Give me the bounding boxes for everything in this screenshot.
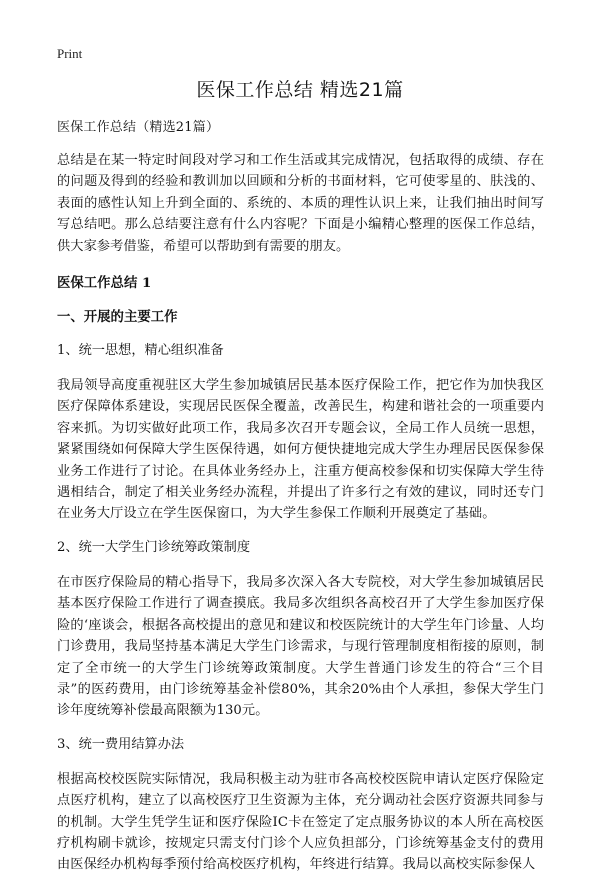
item-heading-2: 2、统一大学生门诊统筹政策制度 <box>57 539 251 555</box>
item-heading-3: 3、统一费用结算办法 <box>57 736 185 752</box>
item-paragraph-3: 根据高校校医院实际情况，我局积极主动为驻市各高校校医院申请认定医疗保险定点医疗机构，建立了以高校医疗卫生资源为主体，充分调动社会医疗资源共同参与的机制。大学生凭学生证和医疗保险IC卡在签定了定点服务协议的本人所在高校医疗机构刷卡就诊，按规定只需支付门诊个人应负担部分，门诊统筹基金支付的费用由医保经办机构每季预付给高校医疗机构，年终进行结算。我局以高校实际参保人 <box>57 771 544 873</box>
print-label[interactable]: Print <box>57 46 83 61</box>
document-subtitle: 医保工作总结（精选21篇） <box>57 120 220 135</box>
intro-paragraph: 总结是在某一特定时间段对学习和工作生活或其完成情况，包括取得的成绩、存在的问题及得到的经验和教训加以回顾和分析的书面材料，它可使零星的、肤浅的、表面的感性认知上升到全面的、系统的、本质的理性认识上来，让我们抽出时间写写总结吧。那么总结要注意有什么内容呢？下面是小编精心整理的医保工作总结，供大家参考借鉴，希望可以帮助到有需要的朋友。 <box>57 153 544 254</box>
item-paragraph-2: 在市医疗保险局的精心指导下，我局多次深入各大专院校，对大学生参加城镇居民基本医疗保险工作进行了调查摸底。我局多次组织各高校召开了大学生参加医疗保险的‘座谈会，根据各高校提出的意见和建议和校医院统计的大学生年门诊量、人均门诊费用，我局坚持基本满足大学生门诊需求，与现行管理制度相衔接的原则，制定了全市统一的大学生门诊统筹政策制度。大学生普通门诊发生的符合“三个目录”的医药费用，由门诊统筹基金补偿80%，其余20%由个人承担，参保大学生门诊年度统筹补偿最高限额为130元。 <box>57 574 544 719</box>
part-heading: 一、开展的主要工作 <box>57 309 178 326</box>
document-title: 医保工作总结 精选21篇 <box>196 79 404 101</box>
item-paragraph-1: 我局领导高度重视驻区大学生参加城镇居民基本医疗保险工作，把它作为加快我区医疗保障体系建设，实现居民医保全覆盖，改善民生，构建和谐社会的一项重要内容来抓。为切实做好此项工作，我局多次召开专题会议，全局工作人员统一思想，紧紧围绕如何保障大学生医保待遇，如何方便快捷地完成大学生办理居民医保参保业务工作进行了讨论。在具体业务经办上，注重方便高校参保和切实保障大学生待遇相结合，制定了相关业务经办流程，并提出了许多行之有效的建议，同时还专门在业务大厅设立在学生医保窗口，为大学生参保工作顺利开展奠定了基础。 <box>57 378 544 522</box>
section-heading: 医保工作总结 1 <box>57 275 152 292</box>
item-heading-1: 1、统一思想，精心组织准备 <box>57 343 224 359</box>
document-body <box>57 118 544 886</box>
